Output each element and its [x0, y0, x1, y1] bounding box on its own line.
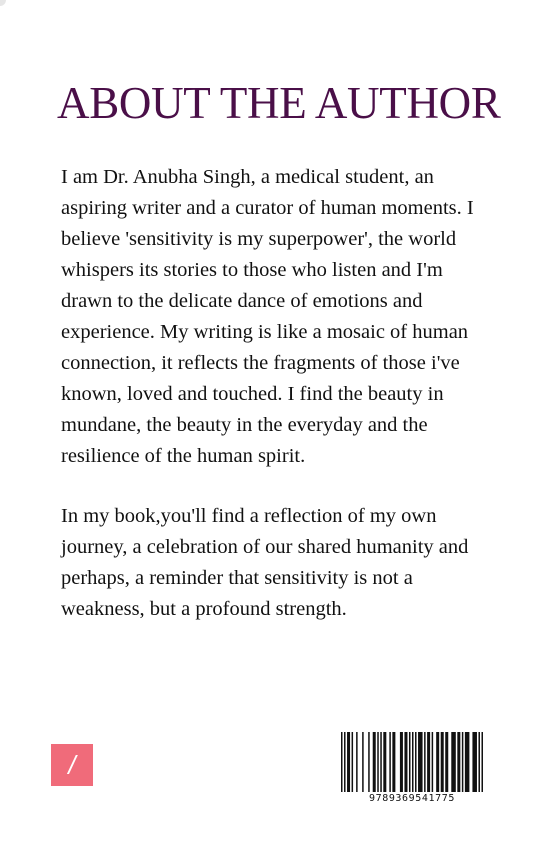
publisher-logo-glyph: /	[68, 750, 76, 780]
barcode-bar	[362, 732, 364, 792]
barcode-bar	[341, 732, 343, 792]
page-title: ABOUT THE AUTHOR	[57, 78, 501, 128]
barcode-bar	[356, 732, 358, 792]
barcode-bar	[481, 732, 483, 792]
barcode-bar	[373, 732, 376, 792]
barcode-bar	[352, 732, 354, 792]
barcode-bar	[409, 732, 411, 792]
barcode-bar	[368, 732, 370, 792]
barcode-bar	[462, 732, 464, 792]
barcode-bar	[404, 732, 407, 792]
bio-paragraph-2: In my book,you'll find a reflection of my own journey, a celebration of our shared humanity and perhaps, a reminder that sensitivity is not a weakness, but a profound strength.	[61, 505, 469, 620]
barcode-bar	[451, 732, 456, 792]
barcode-bar	[436, 732, 439, 792]
isbn-number: 9789369541775	[368, 793, 456, 804]
barcode-bar	[457, 732, 460, 792]
barcode-bar	[415, 732, 417, 792]
author-bio	[61, 162, 481, 654]
barcode-bar	[380, 732, 382, 792]
barcode-icon	[341, 732, 483, 792]
barcode-bar	[400, 732, 403, 792]
barcode-bar	[445, 732, 448, 792]
barcode-bar	[465, 732, 470, 792]
page-corner	[0, 0, 6, 6]
barcode-bar	[392, 732, 395, 792]
isbn-barcode	[338, 730, 486, 808]
barcode-bar	[418, 732, 423, 792]
barcode-bar	[377, 732, 379, 792]
barcode-bar	[412, 732, 414, 792]
barcode-bar	[441, 732, 444, 792]
bio-paragraph-1: I am Dr. Anubha Singh, a medical student, an aspiring writer and a curator of human moments. I believe 'sensitivity is my superpower', the world whispers its stories to those who listen and I'm drawn to the delicate dance of emotions and experience. My writing is like a mosaic of human connection, it reflects the fragments of those i've known, loved and touched. I find the beauty in mundane, the beauty in the everyday and the resilience of the human spirit.	[61, 166, 474, 467]
publisher-logo	[51, 744, 93, 786]
barcode-bar	[344, 732, 346, 792]
barcode-bar	[383, 732, 386, 792]
barcode-bar	[347, 732, 350, 792]
barcode-bar	[472, 732, 477, 792]
barcode-bar	[389, 732, 391, 792]
barcode-bar	[432, 732, 434, 792]
barcode-bar	[478, 732, 480, 792]
barcode-bar	[424, 732, 426, 792]
barcode-bar	[427, 732, 430, 792]
